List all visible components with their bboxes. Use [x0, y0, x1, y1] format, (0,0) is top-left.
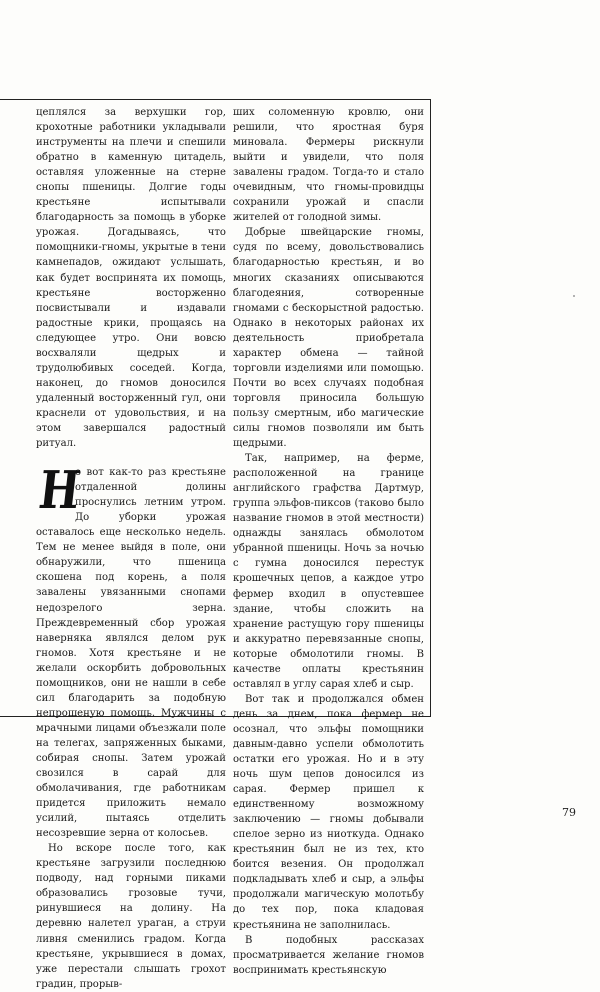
- left-paragraph-3: Но вскоре после того, как крестьяне загрузили последнюю подводу, над горными пиками образовались грозовые тучи, ринувшиеся на долину. На деревню налетел ураган, а струи ливня сменились градом. Когда крестьяне, укрывшиеся в домах, уже перестали слышать грохот градин, прорыв-: [36, 843, 226, 990]
- left-column: [36, 105, 226, 992]
- left-paragraph-1: цеплялся за верхушки гор, крохотные работники укладывали инструменты на плечи и спешили обратно в каменную цитадель, оставляя уложенные на стерне снопы пшеницы. Долгие годы крестьяне испытывали благодарность за помощь в уборке урожая. Догадываясь, что помощники-гномы, укрытые в тени камнепадов, ожидают услышать, как будет воспринята их помощь, крестьяне восторженно посвистывали и издавали радостные крики, прощаясь на следующее утро. Они вовсю восхваляли щедрых и трудолюбивых соседей. Когда, наконец, до гномов доносился удаленный восторженный гул, они краснели от удовольствия, и на этом завершался радостный ритуал.: [36, 107, 226, 450]
- right-paragraph-3: Так, например, на ферме, расположенной на границе английского графства Дартмур, группа эльфов-пиксов (таково было название гномов в этой местности) однажды занялась обмолотом убранной пшеницы. Ночь за ночью с гумна доносился перестук крошечных цепов, а каждое утро фермер входил в опустевшее здание, чтобы сложить на хранение растущую гору пшеницы и аккуратно перевязанные снопы, которые обмолотили гномы. В качестве оплаты крестьянин оставлял в углу сарая хлеб и сыр.: [233, 453, 424, 690]
- left-paragraph-2: [35, 460, 226, 841]
- right-paragraph-4: Вот так и продолжался обмен день за днем, пока фермер не осознал, что эльфы помощники давным-давно успели обмолотить остатки его урожая. Но и в эту ночь шум цепов доносился из сарая. Фермер пришел к единственному возможному заключению — гномы добывали спелое зерно из ниоткуда. Однако крестьянин был не из тех, кто боится везения. Он продолжал подкладывать хлеб и сыр, а эльфы продолжали магическую молотьбу до тех пор, пока кладовая крестьянина не заполнилась.: [233, 693, 424, 931]
- right-column: [233, 105, 424, 978]
- right-paragraph-2: Добрые швейцарские гномы, судя по всему, довольствовались благодарностью крестьян, и во многих сказаниях описываются благодеяния, сотворенные гномами с бескорыстной радостью. Однако в некоторых районах их деятельность приобретала характер обмена — тайной торговли изделиями или помощью. Почти во всех случаях подобная торговля приносила большую пользу смертным, ибо магические силы гномов позволяли им быть щедрыми.: [233, 227, 424, 450]
- left-paragraph-2-text: о вот как-то раз крестьяне отдаленной долины проснулись летним утром. До уборки урожая оставалось еще несколько недель. Тем не менее выйдя в поле, они обнаружили, что пшеница скошена под корень, а поля завалены увязанными снопами недозрелого зерна. Преждевременный сбор урожая наверняка являлся делом рук гномов. Хотя крестьяне и не желали оскорбить добровольных помощников, они не нашли в себе сил благодарить за подобную непрошеную помощь. Мужчины с мрачными лицами объезжали поле на телегах, запряженных быками, собирая снопы. Затем урожай свозился в сарай для обмолачивания, где работникам придется приложить немало усилий, пытаясь отделить несозревшие зерна от колосьев.: [36, 467, 226, 840]
- right-paragraph-1: ших соломенную кровлю, они решили, что яростная буря миновала. Фермеры рискнули выйти и увидели, что поля завалены градом. Тогда-то и стало очевидным, что гномы-провидцы сохранили урожай и спасли жителей от голодной зимы.: [233, 107, 424, 224]
- page-number: 79: [562, 806, 576, 819]
- right-paragraph-5: В подобных рассказах просматривается желание гномов воспринимать крестьянскую: [233, 934, 424, 976]
- drop-cap-letter: Н: [35, 460, 84, 522]
- paper-speck: [573, 295, 575, 297]
